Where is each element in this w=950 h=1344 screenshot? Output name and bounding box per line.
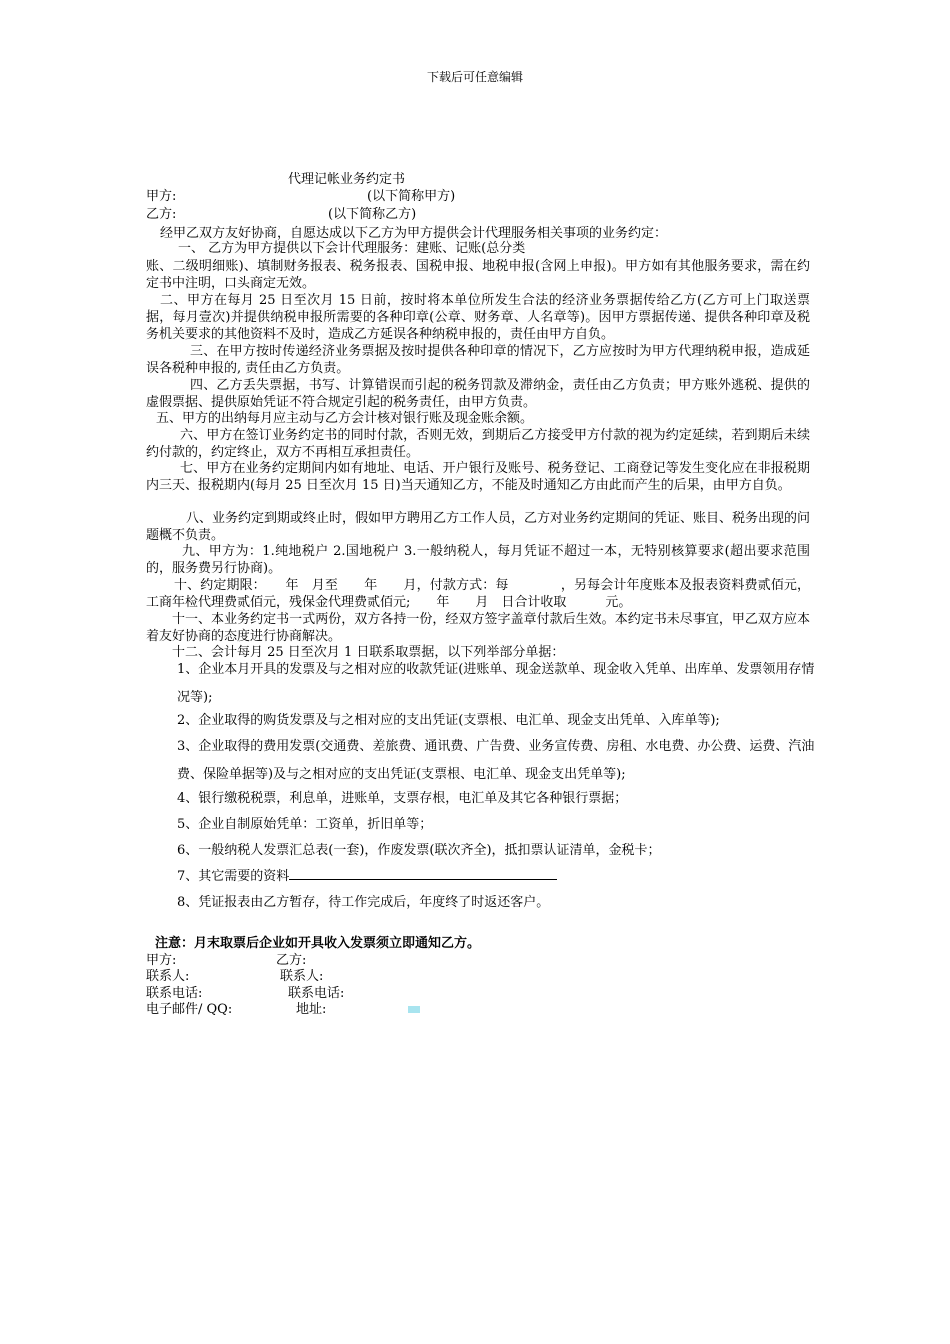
clause-8: 八、业务约定到期或终止时，假如甲方聘用乙方工作人员，乙方对业务约定期间的凭证、账目、税务出现的问题概不负责。 [146,511,811,543]
clause-4: 四、乙方丢失票据，书写、计算错误而引起的税务罚款及滞纳金，责任由乙方负责；甲方账外逃税、提供的虚假票据、提供原始凭证不符合规定引起的税务责任，由甲方负责。 [146,378,810,410]
document-list-item-2: 2、企业取得的购货发票及与之相对应的支出凭证(支票根、电汇单、现金支出凭单、入库单等); [177,713,720,728]
clause-7: 七、甲方在业务约定期间内如有地址、电话、开户银行及账号、税务登记、工商登记等发生变化应在非报税期内三天、报税期内(每月 25 日至次月 15 日)当天通知乙方，不能及时通知乙方由此而产生的后果，由甲方自负。 [146,461,810,493]
clause-5: 五、甲方的出纳每月应主动与乙方会计核对银行账及现金账余额。 [156,411,534,426]
signature-phone-b: 联系电话: [288,986,345,1001]
clause-9: 九、甲方为：1.纯地税户 2.国地税户 3.一般纳税人，每月凭证不超过一本，无特别核算要求(超出要求范围的，服务费另行协商)。 [146,544,810,576]
clause-6: 六、甲方在签订业务约定书的同时付款，否则无效，到期后乙方接受甲方付款的视为约定延续，若到期后未续约付款的，约定终止，双方不再相互承担责任。 [146,428,810,460]
party-b-label: 乙方: [146,207,177,222]
document-list-item-4: 4、银行缴税税票，利息单，进账单，支票存根，电汇单及其它各种银行票据； [177,791,628,806]
document-title: 代理记帐业务约定书 [288,172,406,187]
document-list-item-6: 6、一般纳税人发票汇总表(一套)，作废发票(联次齐全)，抵扣票认证清单，金税卡； [177,843,661,858]
signature-contact-b: 联系人: [280,969,324,984]
signature-phone-a: 联系电话: [146,986,203,1001]
clause-3: 三、在甲方按时传递经济业务票据及按时提供各种印章的情况下，乙方应按时为甲方代理纳税申报，造成延误各税种申报的, 责任由乙方负责。 [146,344,810,376]
notice-text: 注意：月末取票后企业如开具收入发票须立即通知乙方。 [155,936,481,951]
signature-party-b: 乙方: [276,953,307,968]
document-list-item-7 [177,863,817,891]
signature-email-a: 电子邮件/ QQ: [146,1002,233,1017]
clause-11: 十一、本业务约定书一式两份，双方各持一份，经双方签字盖章付款后生效。本约定书未尽事宜，甲乙双方应本着友好协商的态度进行协商解决。 [146,612,810,644]
signature-party-a: 甲方: [146,953,177,968]
clause-10: 十、约定期限： 年 月至 年 月，付款方式：每 ，另每会计年度账本及报表资料费贰佰元，工商年检代理费贰佰元，残保金代理费贰佰元; 年 月 日合计收取 元。 [146,578,810,610]
clause-12: 十二、会计每月 25 日至次月 1 日联系取票据，以下列举部分单据： [172,645,565,660]
document-list-item-1: 1、企业本月开具的发票及与之相对应的收款凭证(进账单、现金送款单、现金收入凭单、出库单、发票领用存情况等); [177,662,815,705]
page-header: 下载后可任意编辑 [426,70,523,84]
document-list-item-8: 8、凭证报表由乙方暂存，待工作完成后，年度终了时返还客户。 [177,895,550,910]
party-a-note: (以下简称甲方) [367,189,456,204]
clause-1-rest: 账、二级明细账)、填制财务报表、税务报表、国税申报、地税申报(含网上申报)。甲方如有其他服务要求，需在约定书中注明，口头商定无效。 [146,259,810,291]
document-list-item-5: 5、企业自制原始凭单：工资单，折旧单等； [177,817,433,832]
fill-in-blank-line [289,867,557,880]
clause-2: 二、甲方在每月 25 日至次月 15 日前，按时将本单位所发生合法的经济业务票据传给乙方(乙方可上门取送票据，每月壹次)并提供纳税申报所需要的各种印章(公章、财务章、人名章等)。因甲方票据传递、提供各种印章及税务机关要求的其他资料不及时，造成乙方延误各种纳税申报的，责任由甲方自负。 [146,293,810,342]
intro-paragraph: 经甲乙双方友好协商，自愿达成以下乙方为甲方提供会计代理服务相关事项的业务约定： [160,226,668,241]
signature-address-b: 地址: [296,1002,327,1017]
document-list-item-3: 3、企业取得的费用发票(交通费、差旅费、通讯费、广告费、业务宣传费、房租、水电费、办公费、运费、汽油费、保险单据等)及与之相对应的支出凭证(支票根、电汇单、现金支出凭单等); [177,739,815,782]
highlight-marker [408,1006,420,1013]
clause-1-line-1: 一、 乙方为甲方提供以下会计代理服务：建账、记账(总分类 [178,241,526,256]
signature-contact-a: 联系人: [146,969,190,984]
item-7-text: 7、其它需要的资料 [177,869,290,884]
party-b-note: (以下简称乙方) [328,207,417,222]
party-a-label: 甲方: [146,189,177,204]
